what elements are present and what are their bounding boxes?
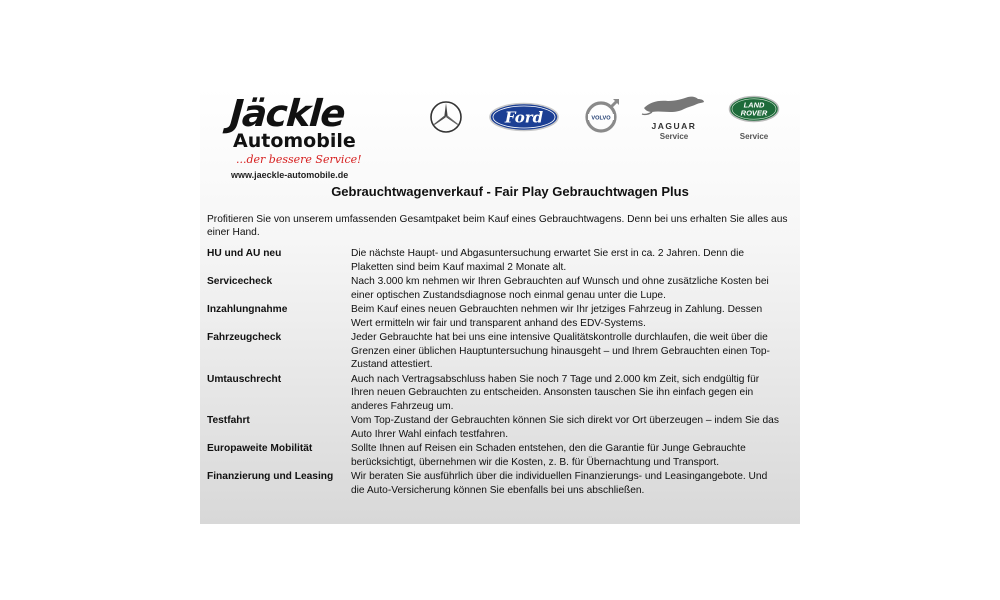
feature-row [207,275,797,302]
feature-row [207,331,797,372]
feature-list [207,247,797,498]
feature-row [207,414,797,441]
land-rover-oval-icon [728,95,780,123]
land-rover-text-top: LAND [743,100,765,110]
feature-row [207,247,797,274]
jaguar-leaper-icon [640,94,708,118]
brand-ford [488,102,560,137]
feature-row [207,373,797,414]
feature-desc: Vom Top-Zustand der Gebrauchten können Sie sich direkt vor Ort überzeugen – indem Sie das Auto Ihrer Wahl einfach testfahren. [351,415,779,440]
feature-desc: Sollte Ihnen auf Reisen ein Schaden entstehen, den die Garantie für Junge Gebrauchte berücksichtigt, übernehmen wir die Kosten, z. B. für Übernachtung und Transport. [351,443,746,468]
jaeckle-logo [230,94,370,180]
logo-sub: Automobile [233,130,356,152]
brand-land-rover [728,95,780,141]
logo-name: Jäckle [228,92,346,135]
jaguar-caption: Service [659,132,689,141]
feature-desc: Jeder Gebrauchte hat bei uns eine intensive Qualitätskontrolle durchlaufen, die weit über die Grenzen einer üblichen Hauptuntersuchung hinausgeht – und Ihrem Gebrauchten einen Top-Zustand attestiert. [351,332,770,370]
feature-term: Inzahlungnahme [207,304,288,315]
feature-desc: Wir beraten Sie ausführlich über die individuellen Finanzierungs- und Leasingangebote. Und die Auto-Versicherung können Sie ebenfalls bei uns abschließen. [351,471,768,496]
ford-text: Ford [504,108,544,127]
jaguar-wordmark: JAGUAR [651,121,697,131]
feature-desc: Die nächste Haupt- und Abgasuntersuchung erwartet Sie erst in ca. 2 Jahren. Denn die Plaketten sind beim Kauf maximal 2 Monate alt. [351,248,745,273]
land-rover-caption: Service [739,132,769,141]
feature-term: Europaweite Mobilität [207,443,313,454]
feature-desc: Auch nach Vertragsabschluss haben Sie noch 7 Tage und 2.000 km Zeit, sich endgültig für Ihren neuen Gebrauchten zu entscheiden. Ansonsten tauschen Sie ihn einfach gegen ein anderes Fahrzeug um. [351,373,760,412]
brand-volvo [583,97,621,140]
feature-desc: Beim Kauf eines neuen Gebrauchten nehmen wir Ihr jetziges Fahrzeug in Zahlung. Dessen Wert ermitteln wir fair und transparent anhand des EDV-Systems. [351,304,763,329]
feature-term: Finanzierung und Leasing [207,471,334,482]
mercedes-star-icon [429,100,463,134]
volvo-iron-mark-icon [583,97,621,135]
ford-oval-icon [488,102,560,132]
brand-mercedes [429,100,463,139]
feature-row [207,470,797,497]
brand-jaguar [640,94,708,141]
feature-desc: Nach 3.000 km nehmen wir Ihren Gebrauchten auf Wunsch und ohne zusätzliche Kosten bei einer optischen Zustandsdiagnose noch einmal genau unter die Lupe. [351,276,769,301]
flyer-card [200,88,800,524]
land-rover-text-bottom: ROVER [740,108,768,118]
feature-term: Umtauschrecht [207,373,282,385]
intro-text: Profitieren Sie von unserem umfassenden Gesamtpaket beim Kauf eines Gebrauchtwagens. Denn bei uns erhalten Sie alles aus einer Hand. [207,214,788,238]
volvo-text: VOLVO [591,115,611,122]
feature-term: Testfahrt [207,415,250,426]
feature-term: Fahrzeugcheck [207,332,282,343]
feature-term: Servicecheck [207,276,273,287]
feature-row [207,303,797,330]
feature-row [207,442,797,469]
feature-term: HU und AU neu [207,248,282,259]
page-headline: Gebrauchtwagenverkauf - Fair Play Gebrauchtwagen Plus [331,184,689,199]
logo-url: www.jaeckle-automobile.de [231,170,349,180]
logo-slogan: ...der bessere Service! [236,153,362,166]
